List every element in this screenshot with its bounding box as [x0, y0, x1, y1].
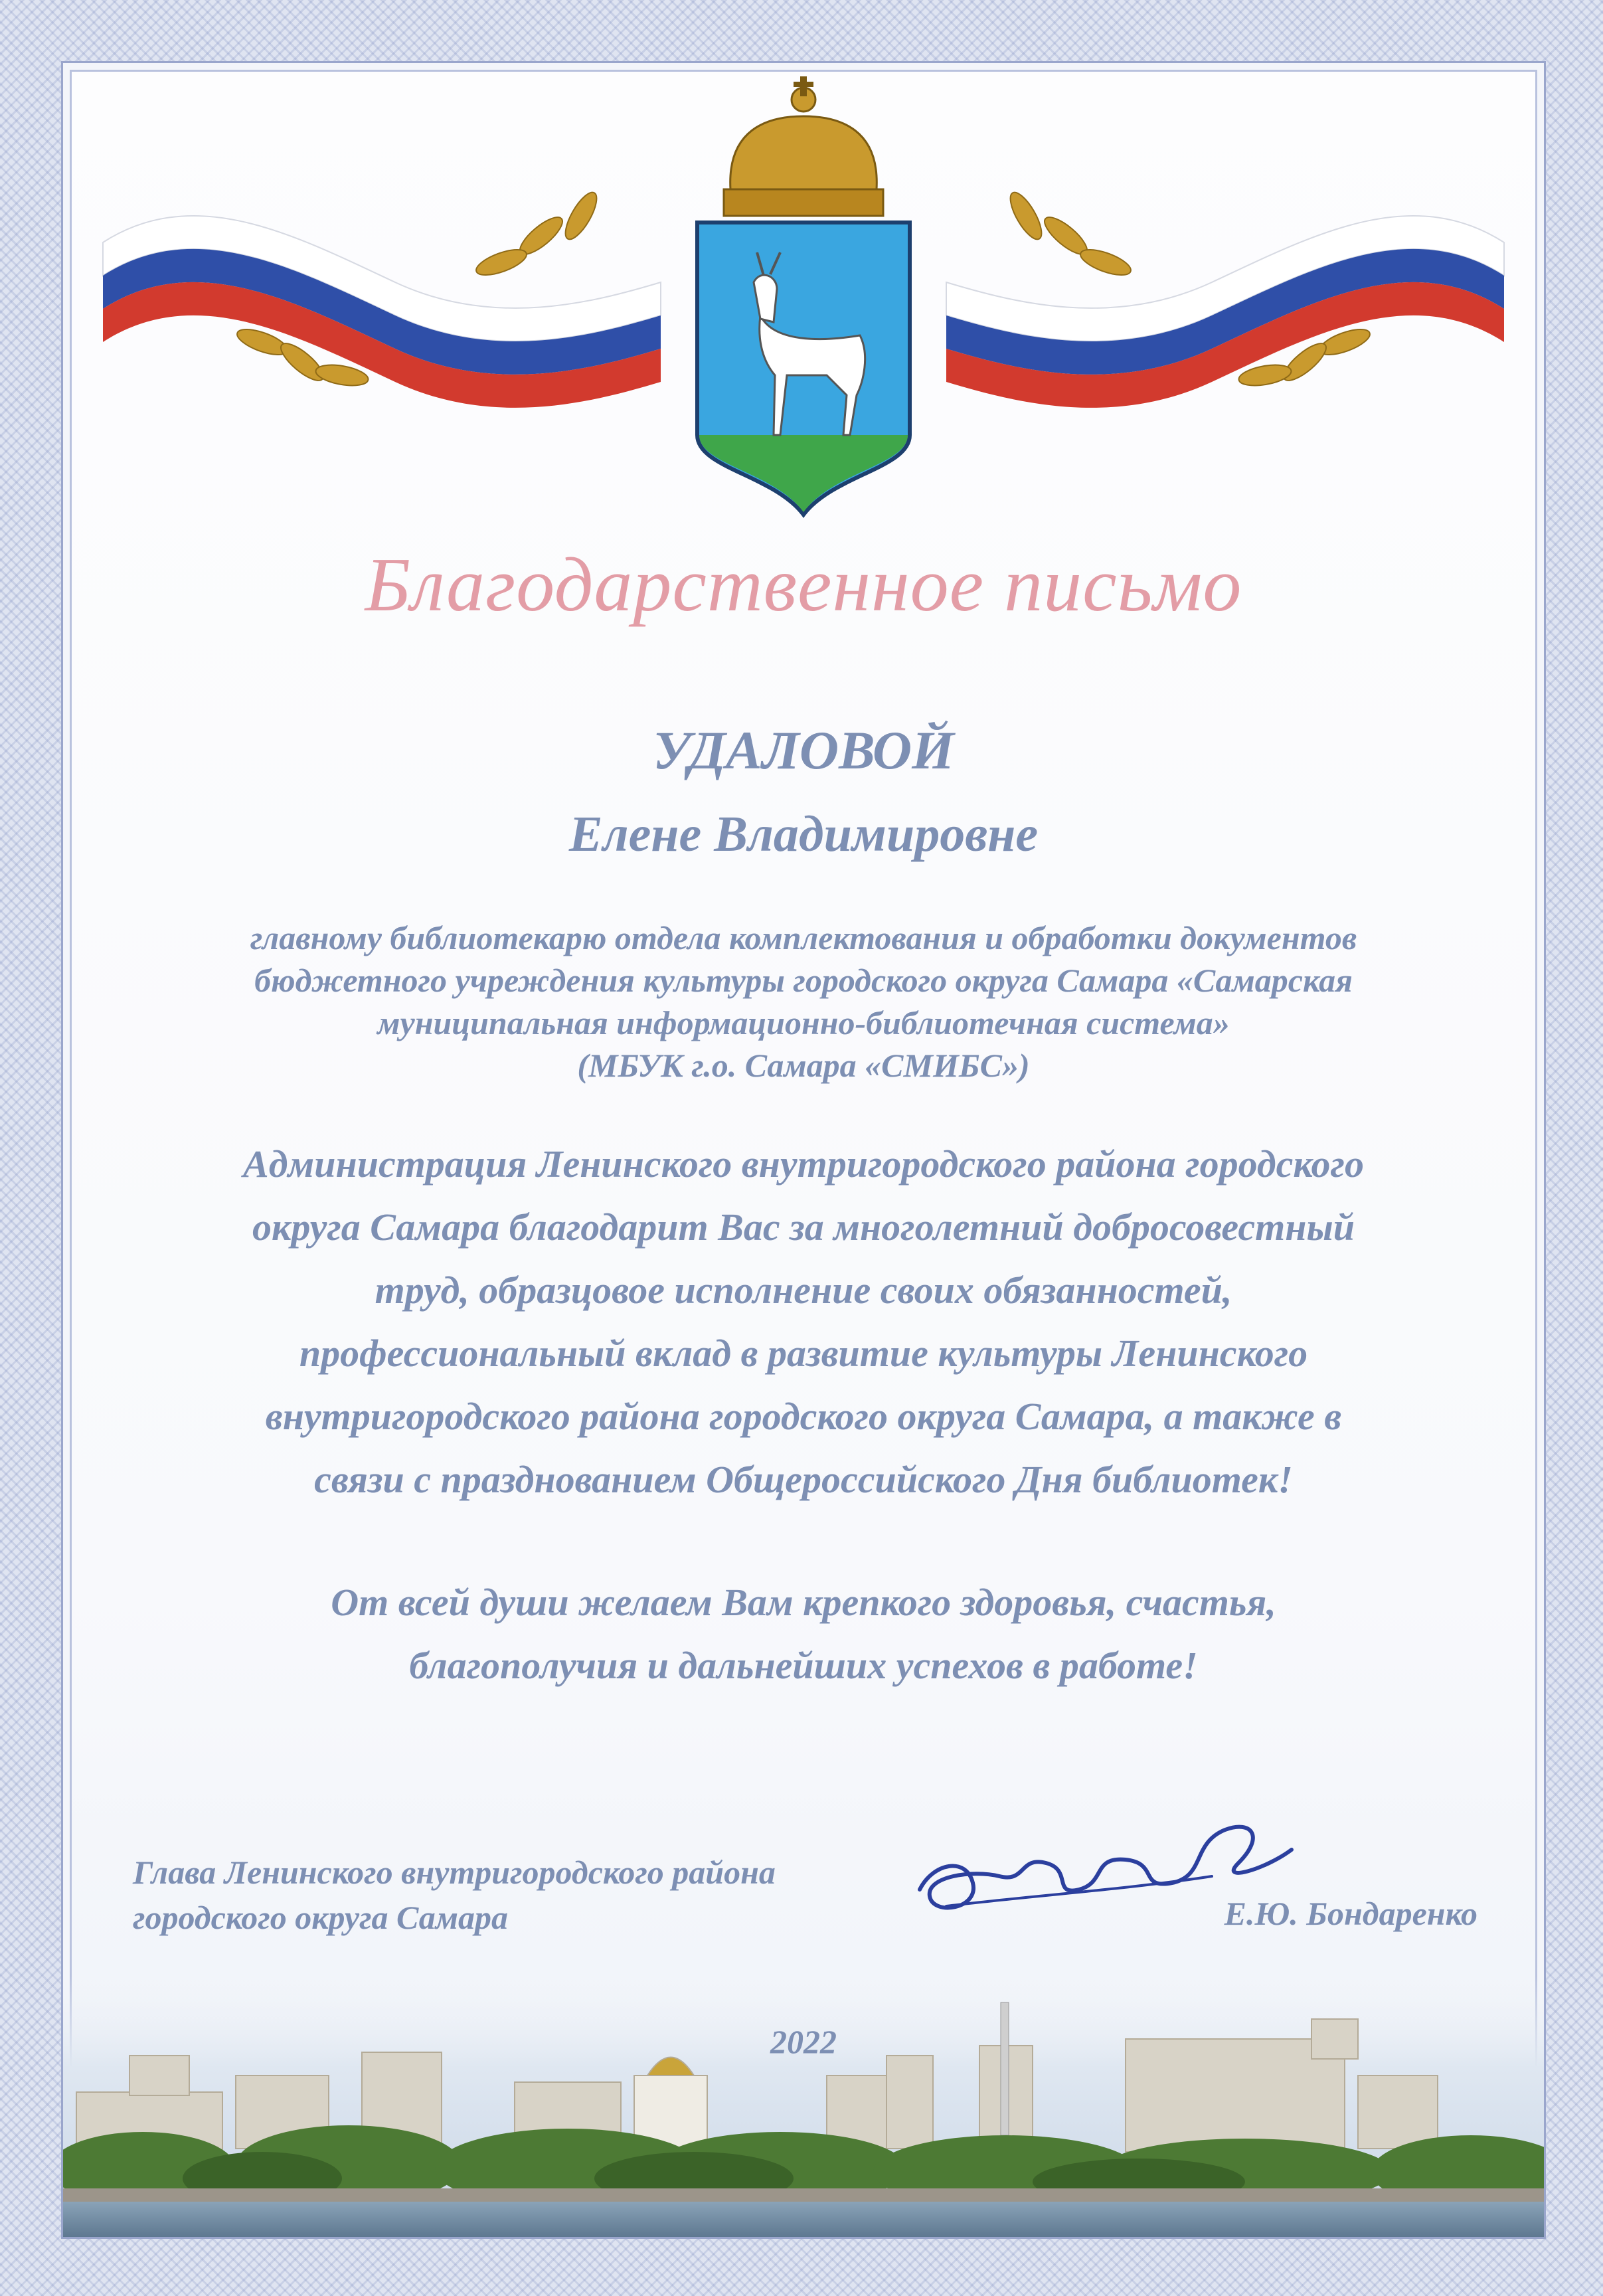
samara-shield-icon — [697, 222, 910, 515]
signer-title — [133, 1850, 996, 1940]
position-line: бюджетного учреждения культуры городского округа Самара «Самарская — [254, 962, 1353, 999]
signer-title-line: городского округа Самара — [133, 1899, 508, 1936]
wish-line: благополучия и дальнейших успехов в работе! — [409, 1644, 1198, 1687]
body-line: внутригородского района городского округа Самара, а также в — [265, 1395, 1342, 1438]
document-title: Благодарственное письмо — [365, 543, 1242, 628]
emblem-group — [63, 63, 1544, 528]
crown-icon — [724, 76, 883, 216]
body-line: Администрация Ленинского внутригородского района городского — [243, 1142, 1364, 1186]
wish-text — [163, 1571, 1444, 1697]
body-line: труд, образцовое исполнение своих обязанностей, — [375, 1269, 1232, 1312]
tricolor-ribbon-left — [103, 216, 661, 408]
recipient-surname: УДАЛОВОЙ — [653, 720, 954, 780]
position-line: муниципальная информационно-библиотечная система» — [377, 1004, 1230, 1041]
signer-title-line: Глава Ленинского внутригородского района — [133, 1854, 776, 1891]
certificate-sheet — [61, 61, 1546, 2239]
document-year: 2022 — [770, 2023, 837, 2060]
city-skyline-image — [63, 1976, 1544, 2237]
wish-line: От всей души желаем Вам крепкого здоровья, счастья, — [331, 1581, 1276, 1624]
tricolor-ribbon-right — [946, 216, 1504, 408]
position-line: главному библиотекарю отдела комплектования и обработки документов — [250, 919, 1357, 956]
position-line: (МБУК г.о. Самара «СМИБС») — [577, 1047, 1030, 1084]
recipient-name: Елене Владимировне — [568, 806, 1039, 862]
signer-name: Е.Ю. Бондаренко — [1224, 1895, 1477, 1932]
body-line: связи с празднованием Общероссийского Дня библиотек! — [314, 1458, 1293, 1501]
recipient-position — [163, 917, 1444, 1087]
body-line: округа Самара благодарит Вас за многолетний добросовестный — [252, 1205, 1355, 1249]
gratitude-text — [129, 1132, 1477, 1511]
body-line: профессиональный вклад в развитие культуры Ленинского — [299, 1332, 1308, 1375]
